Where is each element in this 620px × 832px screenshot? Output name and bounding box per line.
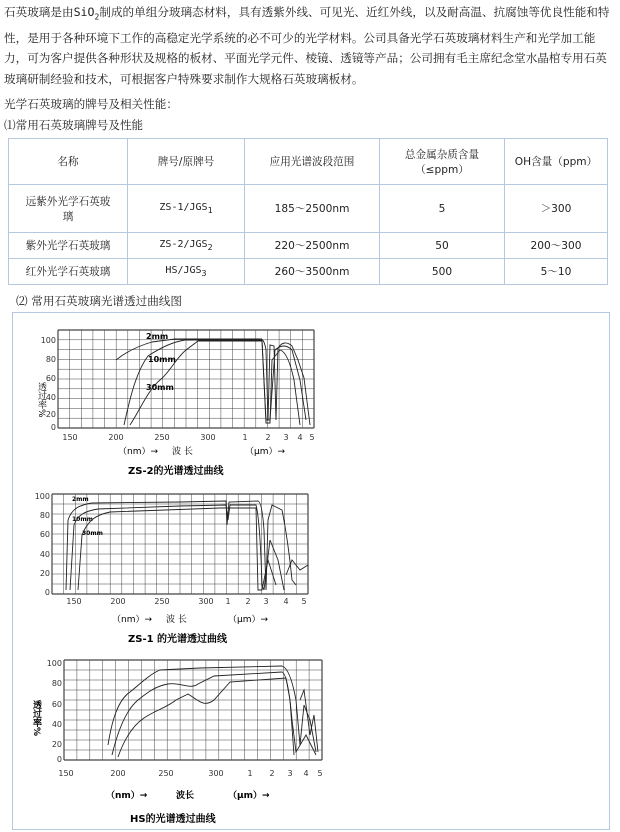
cell-name: 远紫外光学石英玻璃: [9, 185, 128, 233]
xtick: 3: [263, 597, 269, 606]
ytick: 0: [44, 588, 50, 597]
ytick: 0: [50, 423, 56, 432]
curve-2: [112, 672, 316, 755]
ytick: 80: [51, 679, 62, 688]
ytick: 40: [39, 550, 50, 559]
cell-oh: 200～300: [505, 233, 608, 259]
ylabel-zs2: 透过率%: [36, 382, 46, 418]
curve-label: 30mm: [82, 530, 103, 537]
unit-um: （μm）→: [245, 447, 286, 457]
cell-metal: 50: [380, 233, 505, 259]
xtick: 150: [66, 597, 82, 606]
formula-base: SiO: [73, 5, 95, 19]
xtick: 300: [198, 597, 214, 606]
cell-range: 220～2500nm: [245, 233, 380, 259]
ytick: 100: [40, 336, 56, 345]
cell-grade-base: HS/JGS: [165, 265, 202, 276]
xtick: 5: [309, 433, 315, 442]
ytick: 60: [39, 530, 50, 539]
subsection-1-title: ⑴常用石英玻璃牌号及性能: [4, 118, 144, 132]
unit-um: （μm）→: [228, 615, 269, 625]
cell-grade-base: ZS-1/JGS: [159, 202, 208, 213]
ytick: 40: [51, 720, 62, 729]
cell-grade-sub: 2: [207, 242, 213, 252]
xtick: 2: [265, 433, 271, 442]
xtick: 300: [200, 433, 216, 442]
cell-range: 185～2500nm: [245, 185, 380, 233]
formula-sub: 2: [94, 12, 100, 22]
ytick: 20: [51, 740, 62, 749]
xtick: 200: [110, 769, 126, 778]
ytick: 0: [56, 755, 62, 764]
xtick: 5: [317, 769, 323, 778]
curve-label: 30mm: [146, 383, 174, 392]
xtick: 4: [283, 597, 289, 606]
xtick: 150: [58, 769, 74, 778]
ytick: 20: [45, 410, 56, 419]
col-header-metal-b: （≤ppm）: [415, 163, 469, 176]
curve-label: 2mm: [72, 496, 89, 503]
ytick: 60: [51, 700, 62, 709]
curve-2mm: [116, 339, 310, 425]
wave-label: 波 长: [172, 447, 193, 457]
curve-10mm: [70, 505, 284, 590]
xtick: 300: [208, 769, 224, 778]
ytick: 20: [39, 569, 50, 578]
cell-grade-base: ZS-2/JGS: [159, 239, 208, 250]
xtick: 2: [269, 769, 275, 778]
xtick: 250: [158, 769, 174, 778]
xtick: 1: [242, 433, 248, 442]
xtick: 250: [154, 433, 170, 442]
ylabel-hs: 透过率%: [31, 700, 41, 737]
ytick: 100: [46, 659, 62, 668]
chart-hs: [31, 659, 323, 825]
col-header-name: 名称: [9, 139, 128, 185]
caption-zs2: ZS-2的光谱透过曲线: [128, 466, 224, 477]
chart-zs2: [36, 330, 315, 477]
intro-text-b: 制成的单组分玻璃态材料，具有透紫外线、可见光、近红外线，以及耐高温、抗腐蚀等优良性能和特性，是用于各种环境下工作的高稳定光学系统的必不可少的光学材料。公司具备光学石英玻璃材料生产和光学加工能力，可为客户提供各种形状及规格的板材、平面光学元件、棱镜、透镜等产品；公司拥有毛主席纪念堂水晶棺专用石英玻璃研制经验和技术，可根据客户特殊要求制作大规格石英玻璃板材。: [4, 5, 610, 86]
ytick: 40: [45, 393, 56, 402]
ytick: 80: [45, 355, 56, 364]
cell-oh: ＞300: [505, 185, 608, 233]
cell-grade-sub: 1: [207, 205, 213, 215]
xtick: 1: [225, 597, 231, 606]
curve-label: 10mm: [148, 355, 176, 364]
cell-grade-sub: 3: [201, 268, 207, 278]
xtick: 200: [110, 597, 126, 606]
cell-name: 紫外光学石英玻璃: [9, 233, 128, 259]
curve-label: 2mm: [146, 332, 169, 341]
grid-hs: [64, 660, 322, 760]
xtick: 4: [303, 769, 309, 778]
xtick: 150: [62, 433, 78, 442]
col-header-oh: OH含量（ppm）: [505, 139, 608, 185]
curve-label: 10mm: [72, 516, 93, 523]
curve-tail: [286, 560, 308, 575]
chart-zs1: [35, 492, 308, 645]
xtick: 3: [283, 433, 289, 442]
xtick: 200: [108, 433, 124, 442]
wave-label: 波长: [176, 791, 195, 801]
unit-nm: （nm）→: [106, 791, 148, 801]
xtick: 2: [245, 597, 251, 606]
xtick: 3: [287, 769, 293, 778]
col-header-grade: 牌号/原牌号: [128, 139, 245, 185]
ytick: 100: [34, 492, 50, 501]
caption-hs: HS的光谱透过曲线: [130, 814, 216, 825]
cell-metal: 500: [380, 259, 505, 285]
col-header-range: 应用光谱波段范围: [245, 139, 380, 185]
xtick: 4: [297, 433, 303, 442]
section-title: 光学石英玻璃的牌号及相关性能：: [4, 97, 178, 111]
unit-um: （μm）→: [228, 791, 270, 801]
ytick: 60: [45, 374, 56, 383]
xtick: 250: [154, 597, 170, 606]
caption-zs1: ZS-1 的光谱透过曲线: [128, 634, 228, 645]
unit-nm: （nm）→: [118, 447, 159, 457]
unit-nm: （nm）→: [112, 615, 153, 625]
curve-30mm: [78, 508, 276, 590]
wave-label: 波 长: [166, 615, 187, 625]
cell-metal: 5: [380, 185, 505, 233]
col-header-metal-a: 总金属杂质含量: [404, 148, 480, 161]
xtick: 5: [301, 597, 307, 606]
cell-oh: 5～10: [505, 259, 608, 285]
xtick: 1: [247, 769, 253, 778]
cell-range: 260～3500nm: [245, 259, 380, 285]
curve-1: [108, 666, 316, 752]
intro-text-a: 石英玻璃是由: [4, 5, 74, 19]
ytick: 80: [39, 511, 50, 520]
subsection-2-title: ⑵ 常用石英玻璃光谱透过曲线图: [16, 294, 182, 308]
cell-name: 红外光学石英玻璃: [9, 259, 128, 285]
